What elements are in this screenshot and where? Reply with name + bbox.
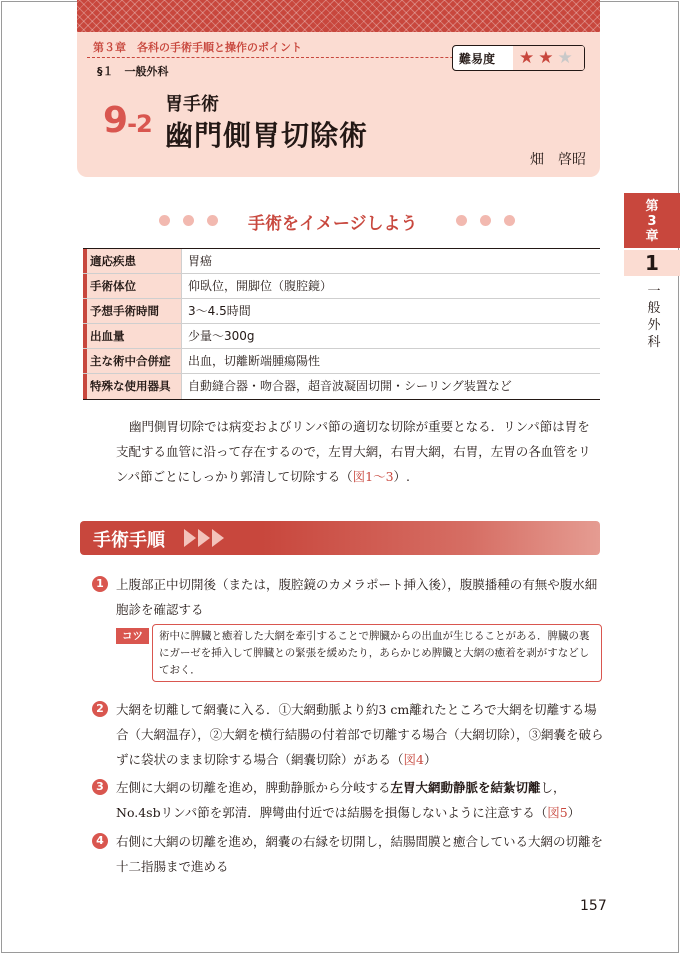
image-section-title: 手術をイメージしよう — [248, 214, 418, 234]
arrow-icon — [184, 529, 224, 547]
procedure-title: 手術手順 — [93, 530, 165, 551]
step-number: 1 — [92, 576, 108, 592]
row-label: 主な術中合併症 — [83, 349, 181, 373]
row-label: 出血量 — [83, 324, 181, 348]
article-number-sub: -2 — [127, 110, 152, 138]
row-value: 仰臥位，開脚位（腹腔鏡） — [181, 274, 600, 298]
chapter-side-tab — [624, 193, 680, 353]
intro-paragraph — [116, 414, 600, 489]
table-row — [83, 349, 600, 374]
decorative-dots-right — [456, 215, 515, 226]
row-value: 3〜4.5時間 — [181, 299, 600, 323]
step-1 — [96, 572, 604, 622]
star-icon: ★ — [538, 48, 554, 68]
difficulty-stars — [513, 46, 584, 70]
article-number-main: 9 — [103, 100, 128, 141]
step-2 — [96, 697, 604, 772]
tip-callout — [116, 624, 602, 683]
row-value: 自動縫合器・吻合器，超音波凝固切開・シーリング装置など — [181, 374, 600, 399]
row-value: 胃癌 — [181, 249, 600, 273]
side-tab-label: 一 般 外 科 — [647, 284, 661, 350]
decorative-dots-left — [159, 215, 218, 226]
figure-ref[interactable]: 図5 — [547, 805, 568, 820]
table-row — [83, 249, 600, 274]
table-row — [83, 324, 600, 349]
header-pattern — [77, 0, 600, 32]
side-tab-number: 1 — [624, 250, 680, 276]
intro-text: 幽門側胃切除では病変およびリンパ節の適切な切除が重要となる．リンパ節は胃を支配する血管に沿って存在するので，左胃大網，右胃大網，右胃，左胃の各血管をリンパ節ごとにしっかり郭清して切除する（ — [116, 419, 591, 484]
table-row — [83, 299, 600, 324]
step-number: 3 — [92, 779, 108, 795]
intro-figure-ref[interactable]: 図1〜3 — [352, 469, 394, 484]
article-number — [103, 100, 152, 141]
procedure-banner — [80, 521, 600, 555]
tip-label: コツ — [116, 628, 149, 644]
difficulty-label: 難易度 — [459, 51, 496, 66]
row-label: 予想手術時間 — [83, 299, 181, 323]
article-header — [77, 0, 600, 177]
star-icon: ★ — [557, 48, 573, 68]
intro-end: ）. — [393, 469, 411, 484]
step-text: 大網を切離して網嚢に入る．①大網動脈より約3 cm離れたところで大網を切離する場合（大網温存），②大網を横行結腸の付着部で切離する場合（大網切除），③網嚢を破らずに袋状のまま切除する場合（網嚢切除）がある（図4） — [116, 702, 604, 767]
page-number: 157 — [580, 898, 607, 914]
step-number: 2 — [92, 701, 108, 717]
article-subtitle: 胃手術 — [165, 94, 219, 115]
table-row — [83, 374, 600, 399]
step-number: 4 — [92, 833, 108, 849]
star-icon: ★ — [519, 48, 535, 68]
chapter-heading: 第３章 各科の手術手順と操作のポイント — [93, 41, 302, 54]
article-title: 幽門側胃切除術 — [165, 119, 369, 152]
step-text: 上腹部正中切開後（または，腹腔鏡のカメラポート挿入後），腹膜播種の有無や腹水細胞診を確認する — [116, 577, 598, 617]
row-label: 手術体位 — [83, 274, 181, 298]
surgery-summary-table — [83, 248, 600, 400]
step-3 — [96, 775, 604, 825]
section-heading: §１ 一般外科 — [97, 65, 169, 78]
step-text: 左側に大網の切離を進め，脾動静脈から分岐する左胃大網動静脈を結紮切離し，No.4sbリンパ節を郭清．脾彎曲付近では結腸を損傷しないように注意する（図5） — [116, 780, 581, 820]
row-label: 特殊な使用器具 — [83, 374, 181, 399]
row-value: 出血，切離断端腫瘍陽性 — [181, 349, 600, 373]
row-value: 少量〜300g — [181, 324, 600, 348]
figure-ref[interactable]: 図4 — [403, 752, 424, 767]
side-tab-chapter: 第 3 章 — [624, 193, 680, 248]
table-row — [83, 274, 600, 299]
step-4 — [96, 829, 604, 879]
author-name: 畑 啓昭 — [530, 152, 586, 168]
step-text: 右側に大網の切離を進め，網嚢の右縁を切開し，結腸間膜と癒合している大網の切離を十二指腸まで進める — [116, 834, 604, 874]
tip-text: 術中に脾臓と癒着した大網を牽引することで脾臓からの出血が生じることがある．脾臓の裏にガーゼを挿入して脾臓との緊張を緩めたり，あらかじめ脾臓と大網の癒着を剥がすなどしておく． — [152, 624, 602, 682]
row-label: 適応疾患 — [83, 249, 181, 273]
difficulty-box — [452, 45, 585, 71]
emphasis-text: 左胃大網動静脈を結紮切離 — [390, 780, 541, 795]
